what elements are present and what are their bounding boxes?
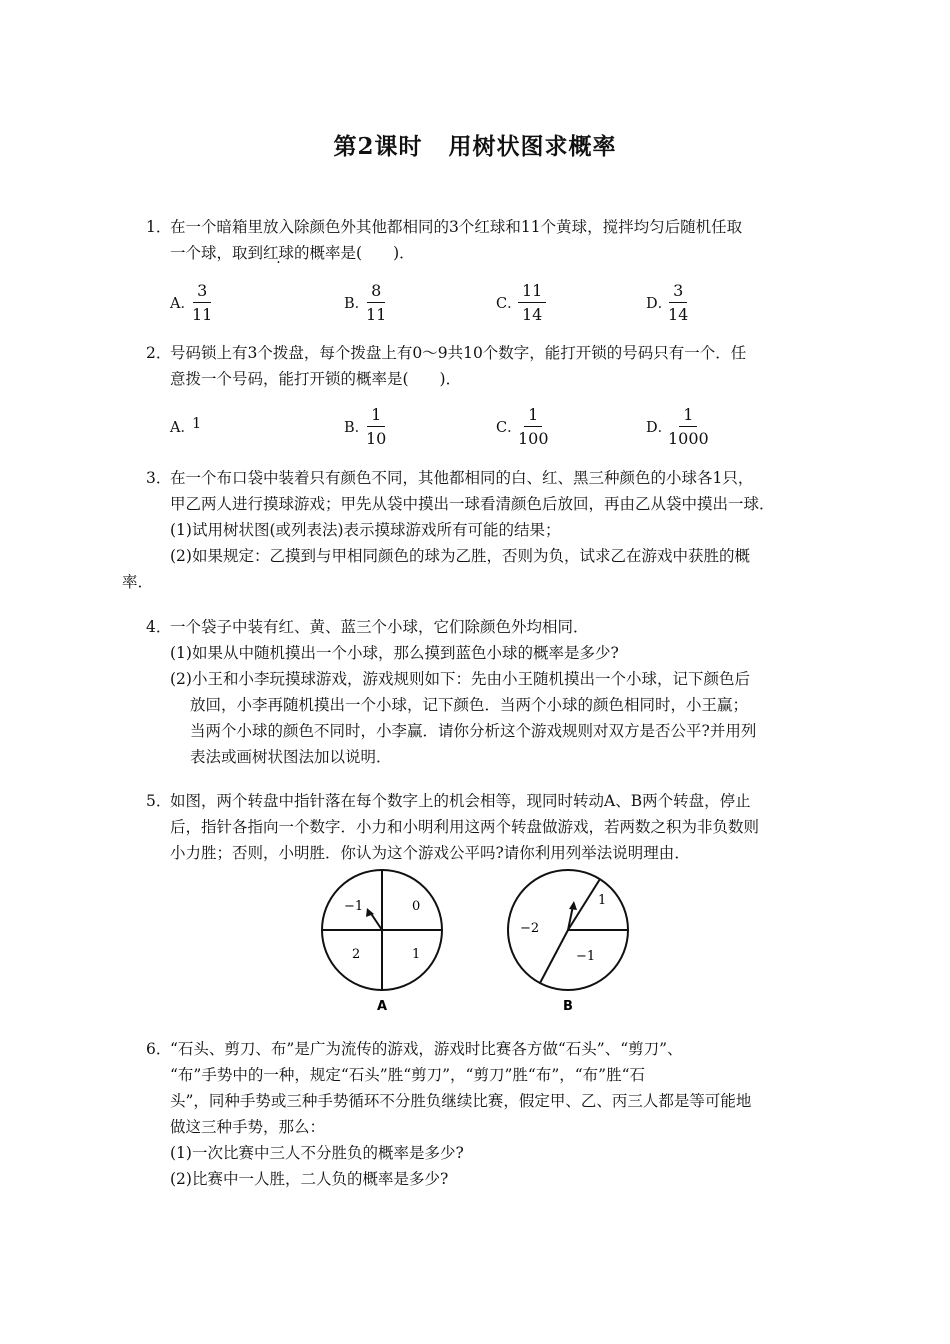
- spinner-b-sector-label: −1: [576, 949, 596, 964]
- question-6: [146, 1036, 826, 1192]
- arrow-icon: [569, 901, 577, 910]
- question-number: 1．: [146, 218, 172, 236]
- spinner-b: [508, 870, 628, 1014]
- emphasized-text: 红球: [263, 244, 295, 262]
- question-text: 如图，两个转盘中指针落在每个数字上的机会相等，现同时转动A、B两个转盘，停止: [170, 792, 751, 810]
- spinner-b-sector-label: −2: [520, 921, 540, 936]
- question-number: 5．: [146, 792, 172, 810]
- spinner-a-sector-label: 0: [412, 899, 421, 914]
- question-text: 在一个暗箱里放入除颜色外其他都相同的3个红球和11个黄球，搅拌均匀后随机任取: [170, 218, 743, 236]
- question-text: 号码锁上有3个拨盘，每个拨盘上有0～9共10个数字，能打开锁的号码只有一个．任: [170, 344, 747, 362]
- spinner-a-label: A: [377, 999, 388, 1014]
- sub-question-2-continued: 率．: [122, 573, 154, 591]
- question-text: 做这三种手势，那么：: [170, 1118, 326, 1136]
- question-text: 甲乙两人进行摸球游戏；甲先从袋中摸出一球看清颜色后放回，再由乙从袋中摸出一球．: [170, 495, 775, 513]
- sub-question-1: (1)如果从中随机摸出一个小球，那么摸到蓝色小球的概率是多少?: [170, 644, 619, 662]
- lesson-number: 第2课时: [333, 133, 423, 160]
- question-3: [122, 465, 826, 595]
- question-text: 在一个布口袋中装着只有颜色不同，其他都相同的白、红、黑三种颜色的小球各1只，: [170, 469, 754, 487]
- question-1: [146, 214, 826, 266]
- spinner-diagram: [310, 868, 650, 1018]
- spinner-a-sector-label: −1: [344, 899, 364, 914]
- spinner-a: [322, 870, 442, 1014]
- spinner-a-sector-label: 1: [412, 947, 421, 962]
- question-number: 2．: [146, 344, 172, 362]
- question-number: 4．: [146, 618, 172, 636]
- spinner-figure: [310, 868, 650, 1022]
- question-5: [146, 788, 826, 866]
- question-text: “石头、剪刀、布”是广为流传的游戏，游戏时比赛各方做“石头”、“剪刀”、: [170, 1040, 683, 1058]
- question-text: 后，指针各指向一个数字．小力和小明利用这两个转盘做游戏，若两数之积为非负数则: [170, 818, 760, 836]
- spinner-b-label: B: [563, 999, 573, 1014]
- question-number: 3．: [146, 469, 172, 487]
- spinner-b-divider: [540, 930, 568, 983]
- sub-question-2-text: 表法或画树状图法加以说明．: [190, 748, 392, 766]
- sub-question-2: (2)比赛中一人胜，二人负的概率是多少?: [170, 1170, 449, 1188]
- sub-question-1: (1)一次比赛中三人不分胜负的概率是多少?: [170, 1144, 464, 1162]
- sub-question-2-text: 当两个小球的颜色不同时，小李赢．请你分析这个游戏规则对双方是否公平?并用列: [190, 722, 757, 740]
- question-text: 一个袋子中装有红、黄、蓝三个小球，它们除颜色外均相同．: [170, 618, 589, 636]
- question-text: 头”，同种手势或三种手势循环不分胜负继续比赛，假定甲、乙、丙三人都是等可能地: [170, 1092, 752, 1110]
- page-title: [0, 128, 950, 161]
- sub-question-1: (1)试用树状图(或列表法)表示摸球游戏所有可能的结果；: [170, 521, 561, 539]
- question-text: 一个球，取到红球的概率是( )．: [170, 244, 415, 262]
- spinner-b-sector-label: 1: [598, 893, 607, 908]
- sub-question-2: (2)如果规定：乙摸到与甲相同颜色的球为乙胜，否则为负，试求乙在游戏中获胜的概: [170, 547, 750, 565]
- sub-question-2-text: 放回，小李再随机摸出一个小球，记下颜色．当两个小球的颜色相同时，小王赢；: [190, 696, 749, 714]
- question-text: “布”手势中的一种，规定“石头”胜“剪刀”，“剪刀”胜“布”，“布”胜“石: [170, 1066, 646, 1084]
- question-text: 意拨一个号码，能打开锁的概率是( )．: [170, 370, 462, 388]
- spinner-a-sector-label: 2: [352, 947, 361, 962]
- question-2: [146, 340, 826, 392]
- lesson-topic: 用树状图求概率: [448, 133, 617, 160]
- sub-question-2: (2)小王和小李玩摸球游戏，游戏规则如下：先由小王随机摸出一个小球，记下颜色后: [170, 670, 750, 688]
- question-4: [146, 614, 826, 770]
- question-number: 6．: [146, 1040, 172, 1058]
- question-text: 小力胜；否则，小明胜．你认为这个游戏公平吗?请你利用列举法说明理由．: [170, 844, 690, 862]
